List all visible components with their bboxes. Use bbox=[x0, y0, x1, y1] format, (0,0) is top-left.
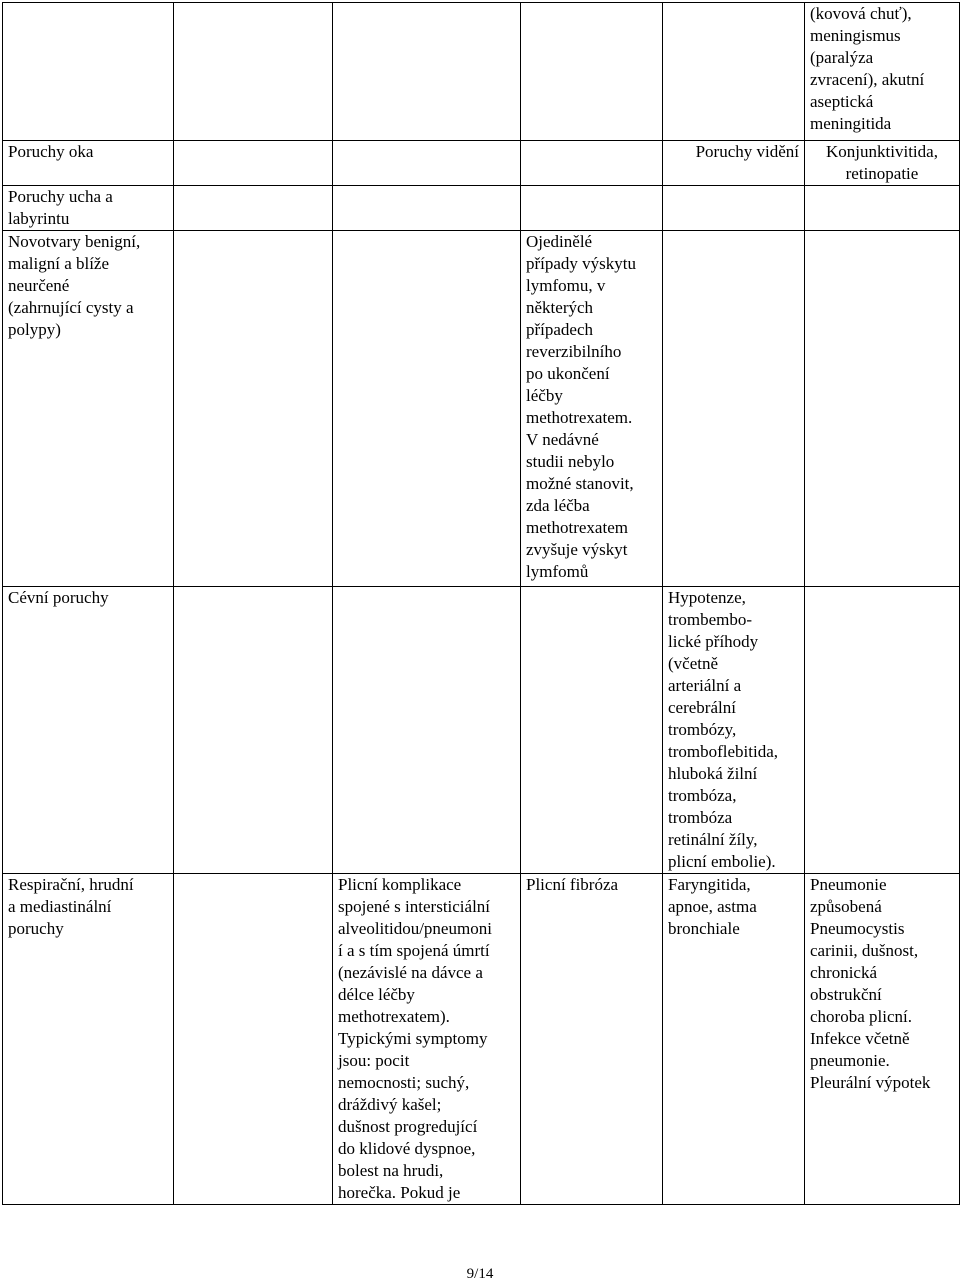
cell-text: Hypotenze, trombembo- lické příhody (včetně arteriální a cerebrální trombózy, tromboflebitida, hluboká žilní trombóza, trombóza retinální žíly, plicní embolie). bbox=[663, 587, 805, 874]
cell-text: Ojedinělé případy výskytu lymfomu, v některých případech reverzibilního po ukončení léčby methotrexatem. V nedávné studii nebylo možné stanovit, zda léčba methotrexatem zvyšuje výskyt lymfomů bbox=[521, 231, 663, 587]
cell bbox=[805, 186, 960, 231]
cell bbox=[663, 3, 805, 141]
organ-class-label: Cévní poruchy bbox=[3, 587, 174, 874]
organ-class-label: Poruchy ucha a labyrintu bbox=[3, 186, 174, 231]
cell-text: Pneumonie způsobená Pneumocystis carinii, dušnost, chronická obstrukční choroba plicní. Infekce včetně pneumonie. Pleurální výpotek bbox=[805, 874, 960, 1205]
cell bbox=[174, 231, 333, 587]
cell bbox=[521, 141, 663, 186]
cell bbox=[174, 141, 333, 186]
cell bbox=[805, 231, 960, 587]
organ-class-label: Respirační, hrudní a mediastinální poruchy bbox=[3, 874, 174, 1205]
cell-text: Plicní komplikace spojené s intersticiální alveolitidou/pneumoni í a s tím spojená úmrtí (nezávislé na dávce a délce léčby methotrexatem). Typickými symptomy jsou: pocit nemocnosti; suchý, dráždivý kašel; dušnost progredující do klidové dyspnoe, bolest na hrudi, horečka. Pokud je bbox=[333, 874, 521, 1205]
cell bbox=[174, 874, 333, 1205]
cell-text: Poruchy vidění bbox=[663, 141, 805, 186]
page-number: 9/14 bbox=[466, 1266, 494, 1282]
cell bbox=[333, 141, 521, 186]
cell bbox=[174, 3, 333, 141]
cell bbox=[521, 587, 663, 874]
cell bbox=[805, 587, 960, 874]
cell bbox=[174, 587, 333, 874]
cell bbox=[521, 3, 663, 141]
table-row bbox=[3, 231, 960, 587]
cell bbox=[663, 186, 805, 231]
cell bbox=[333, 587, 521, 874]
cell bbox=[3, 3, 174, 141]
cell-text: Konjunktivitida, retinopatie bbox=[805, 141, 960, 186]
table-row bbox=[3, 874, 960, 1205]
cell bbox=[174, 186, 333, 231]
adverse-effects-table bbox=[2, 2, 960, 1205]
cell bbox=[333, 231, 521, 587]
cell-text: Plicní fibróza bbox=[521, 874, 663, 1205]
table-row bbox=[3, 587, 960, 874]
table-row bbox=[3, 3, 960, 141]
cell bbox=[333, 186, 521, 231]
organ-class-label: Poruchy oka bbox=[3, 141, 174, 186]
cell bbox=[663, 231, 805, 587]
cell bbox=[521, 186, 663, 231]
table-row bbox=[3, 141, 960, 186]
cell-text: Faryngitida, apnoe, astma bronchiale bbox=[663, 874, 805, 1205]
cell-text: (kovová chuť), meningismus (paralýza zvracení), akutní aseptická meningitida bbox=[805, 3, 960, 141]
table-row bbox=[3, 186, 960, 231]
organ-class-label: Novotvary benigní, maligní a blíže neurčené (zahrnující cysty a polypy) bbox=[3, 231, 174, 587]
cell bbox=[333, 3, 521, 141]
